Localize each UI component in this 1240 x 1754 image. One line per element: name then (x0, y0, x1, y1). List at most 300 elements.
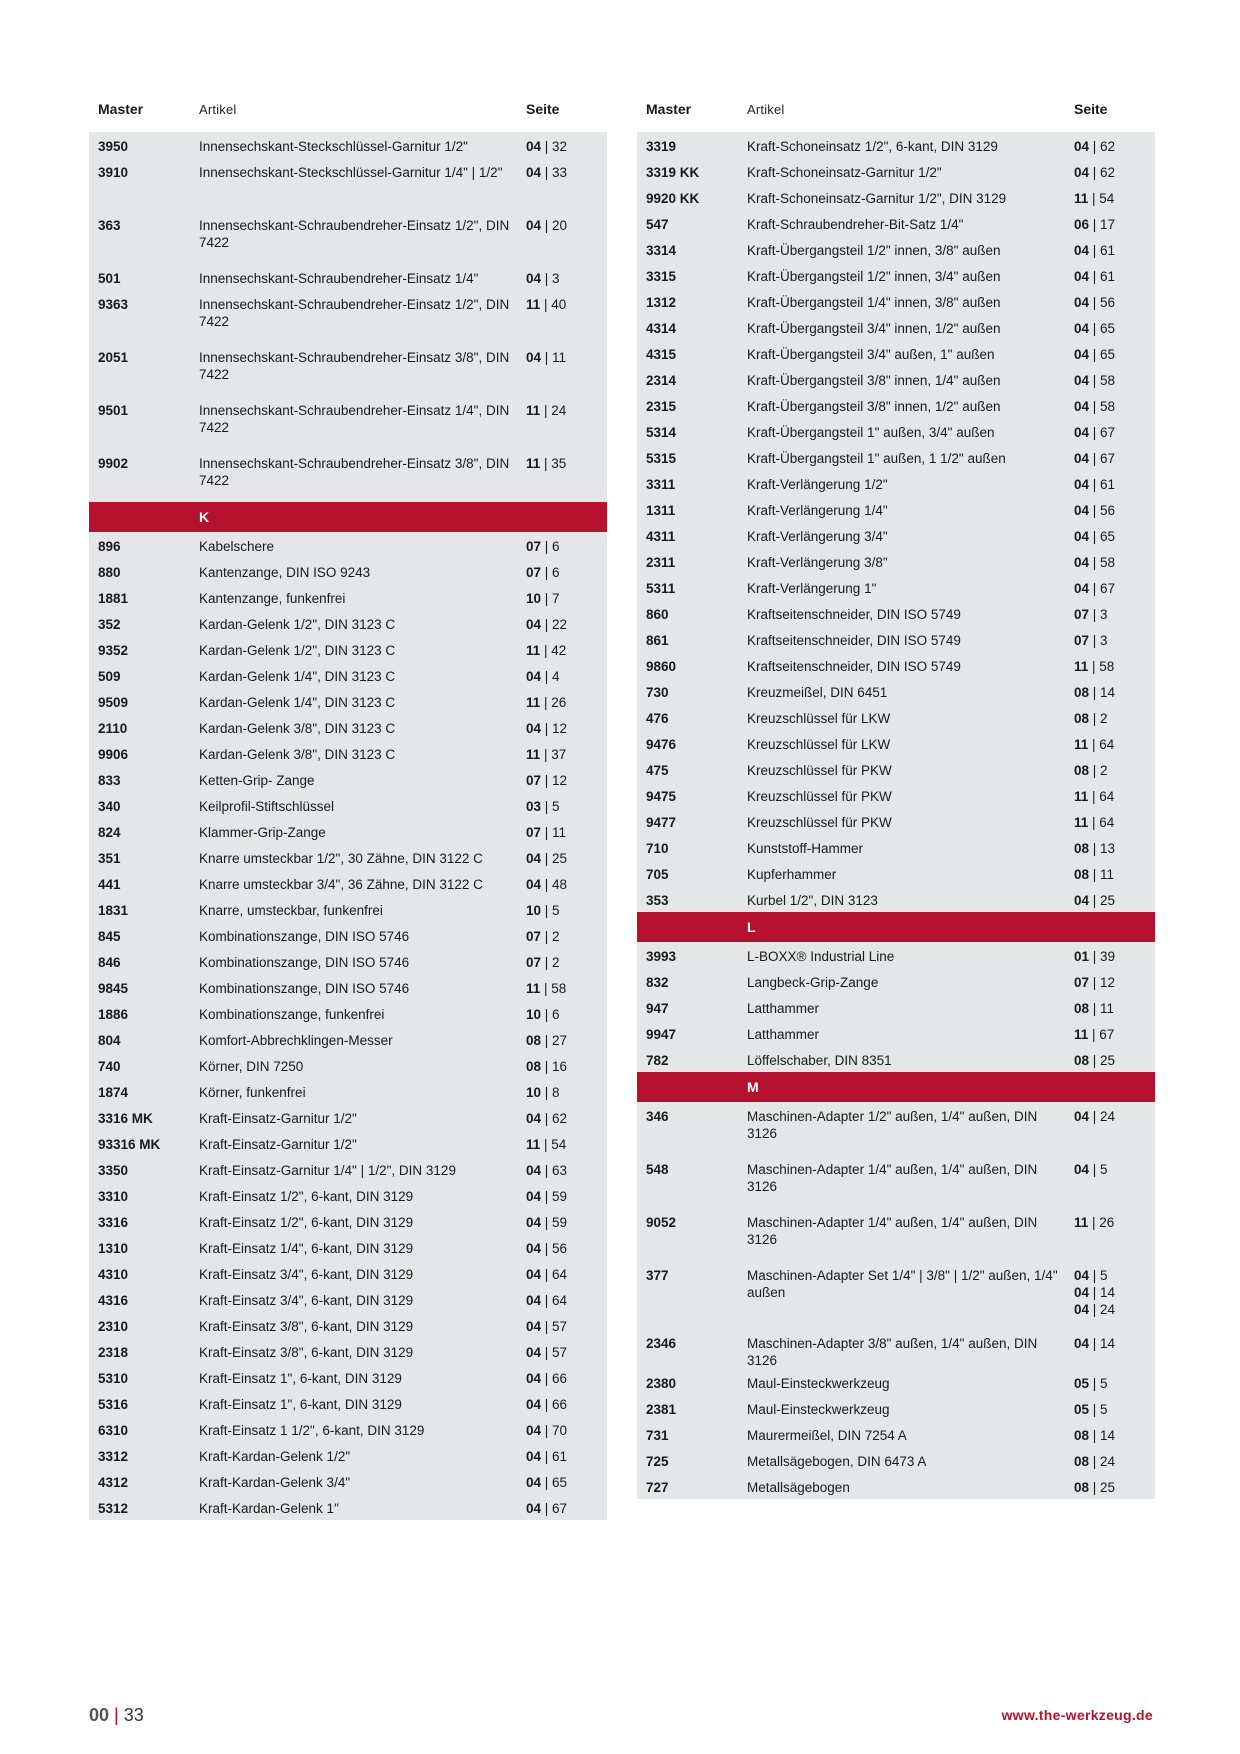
article-name: Kabelschere (199, 539, 275, 554)
chapter-ref: 04 (526, 1319, 542, 1334)
page-ref (526, 1052, 607, 1075)
master-number: 6310 (98, 1423, 129, 1438)
page-ref-number: 16 (552, 1059, 568, 1074)
page-ref-number: 40 (551, 297, 567, 312)
master-number: 5316 (98, 1397, 129, 1412)
page-ref (1074, 1155, 1155, 1178)
page-ref-line (1074, 1284, 1155, 1301)
page-ref-separator: | (541, 929, 553, 944)
master-number: 3315 (646, 269, 677, 284)
page-ref-separator: | (1089, 269, 1101, 284)
page-ref (526, 688, 607, 711)
master-number: 9363 (98, 297, 129, 312)
page-ref-line (1074, 606, 1155, 623)
page-ref (1074, 782, 1155, 805)
page-ref-number: 61 (552, 1449, 568, 1464)
article-name: Innensechskant-Schraubendreher-Einsatz 3/8", DIN 7422 (199, 456, 510, 488)
page-ref-number: 67 (1100, 451, 1116, 466)
table-row (637, 860, 1155, 886)
page-ref-line (1074, 1375, 1155, 1392)
page-ref (526, 1078, 607, 1101)
table-row (89, 1442, 607, 1468)
chapter-ref: 11 (1074, 1215, 1089, 1230)
table-row (89, 792, 607, 818)
page-ref-line (1074, 866, 1155, 883)
article-name: Kombinationszange, DIN ISO 5746 (199, 955, 410, 970)
page-ref-line (526, 1032, 607, 1049)
page-ref-number: 3 (1100, 633, 1108, 648)
page-ref-line (1074, 948, 1155, 965)
page-ref-line (526, 850, 607, 867)
article-name: Kraft-Einsatz 3/8", 6-kant, DIN 3129 (199, 1345, 414, 1360)
master-number: 804 (98, 1033, 121, 1048)
chapter-ref: 04 (526, 1345, 542, 1360)
master-number: 947 (646, 1001, 669, 1016)
page-ref-separator: | (541, 1059, 553, 1074)
page-ref (1074, 994, 1155, 1017)
page-ref-number: 35 (551, 456, 567, 471)
table-row (637, 678, 1155, 704)
article-name: Kraft-Einsatz 1/4", 6-kant, DIN 3129 (199, 1241, 414, 1256)
table-row (637, 1473, 1155, 1499)
page-ref-line (1074, 1052, 1155, 1069)
chapter-ref: 07 (1074, 633, 1090, 648)
page-ref-number: 11 (1100, 1001, 1115, 1016)
section-header (637, 912, 1155, 942)
table-row (637, 496, 1155, 522)
page-ref-separator: | (1089, 425, 1101, 440)
page-ref-line (526, 694, 607, 711)
article-name: Körner, funkenfrei (199, 1085, 306, 1100)
page-ref-separator: | (541, 1267, 553, 1282)
page-ref (1074, 1447, 1155, 1470)
chapter-ref: 04 (526, 271, 542, 286)
chapter-ref: 04 (526, 1475, 542, 1490)
table-row (637, 340, 1155, 366)
page-ref (526, 1104, 607, 1127)
article-name: Kreuzschlüssel für PKW (747, 815, 892, 830)
article-name: Kreuzschlüssel für PKW (747, 763, 892, 778)
page-ref (1074, 1208, 1155, 1231)
chapter-ref: 07 (1074, 607, 1090, 622)
page-ref (526, 1468, 607, 1491)
article-name: Kreuzschlüssel für LKW (747, 737, 891, 752)
article-name: Kraft-Übergangsteil 3/8" innen, 1/2" außen (747, 399, 1001, 414)
master-number: 9352 (98, 643, 129, 658)
page-ref-separator: | (1089, 949, 1101, 964)
table-row (89, 766, 607, 792)
page-ref-line (1074, 736, 1155, 753)
chapter-ref: 04 (526, 877, 542, 892)
master-number: 9947 (646, 1027, 677, 1042)
page-ref (1074, 678, 1155, 701)
page-ref-number: 3 (1100, 607, 1108, 622)
table-row (89, 844, 607, 870)
page-ref-separator: | (541, 1007, 553, 1022)
chapter-ref: 04 (1074, 321, 1090, 336)
page-ref (1074, 1046, 1155, 1069)
article-name: Metallsägebogen, DIN 6473 A (747, 1454, 927, 1469)
article-name: Kurbel 1/2", DIN 3123 (747, 893, 878, 908)
page-ref (1074, 236, 1155, 259)
table-row (89, 974, 607, 1000)
master-number: 3319 KK (646, 165, 700, 180)
page-ref-number: 25 (1100, 893, 1116, 908)
master-number: 548 (646, 1162, 669, 1177)
page-ref (1074, 574, 1155, 597)
page-ref-line (526, 564, 607, 581)
article-name: Knarre umsteckbar 3/4", 36 Zähne, DIN 3122 C (199, 877, 483, 892)
page-ref-number: 5 (552, 799, 560, 814)
page-ref-number: 26 (551, 695, 567, 710)
page-ref-line (1074, 1401, 1155, 1418)
chapter-ref: 11 (526, 695, 541, 710)
page-ref (1074, 496, 1155, 519)
master-number: 5310 (98, 1371, 129, 1386)
table-row (89, 396, 607, 449)
page-ref-separator: | (1088, 659, 1100, 674)
page-ref (526, 636, 607, 659)
article-name: Kraft-Schraubendreher-Bit-Satz 1/4" (747, 217, 964, 232)
table-row (89, 132, 607, 158)
table-row (89, 211, 607, 264)
table-row (89, 662, 607, 688)
table-row (637, 132, 1155, 158)
master-number: 3311 (646, 477, 676, 492)
article-name: Kraft-Kardan-Gelenk 1" (199, 1501, 339, 1516)
master-number: 9906 (98, 747, 129, 762)
page-ref-line (526, 1448, 607, 1465)
chapter-ref: 04 (526, 218, 542, 233)
chapter-ref: 04 (526, 1189, 542, 1204)
page-ref-separator: | (541, 773, 553, 788)
page-ref-separator: | (1089, 139, 1101, 154)
page-ref-separator: | (541, 1319, 553, 1334)
page-ref-separator: | (1089, 1376, 1101, 1391)
master-number: 1874 (98, 1085, 129, 1100)
page-ref-line (1074, 892, 1155, 909)
page-ref (526, 1156, 607, 1179)
article-name: Kraft-Einsatz-Garnitur 1/4" | 1/2", DIN 3129 (199, 1163, 456, 1178)
master-number: 1311 (646, 503, 676, 518)
section-letter: L (747, 919, 756, 935)
article-name: Löffelschaber, DIN 8351 (747, 1053, 892, 1068)
header-seite: Seite (526, 101, 560, 117)
article-name: Kraft-Übergangsteil 1" außen, 1 1/2" außen (747, 451, 1006, 466)
page-ref-number: 2 (552, 955, 560, 970)
page-ref (1074, 522, 1155, 545)
chapter-ref: 11 (526, 1137, 541, 1152)
chapter-ref: 08 (1074, 685, 1090, 700)
page-ref-separator: | (541, 1423, 553, 1438)
article-name: Kardan-Gelenk 1/2", DIN 3123 C (199, 643, 396, 658)
page-ref-separator: | (1089, 975, 1101, 990)
page-ref-number: 61 (1100, 243, 1116, 258)
article-name: Maschinen-Adapter 1/4" außen, 1/4" außen, DIN 3126 (747, 1162, 1038, 1194)
table-row (89, 449, 607, 502)
master-number: 501 (98, 271, 121, 286)
page-ref-separator: | (1089, 1162, 1101, 1177)
chapter-ref: 04 (1074, 477, 1090, 492)
table-row (89, 158, 607, 211)
page-ref-separator: | (1089, 711, 1101, 726)
page-ref-separator: | (1089, 893, 1101, 908)
header-master: Master (646, 101, 692, 117)
page-ref-separator: | (541, 1215, 553, 1230)
chapter-ref: 04 (1074, 139, 1090, 154)
page-ref-separator: | (541, 1475, 553, 1490)
page-ref-separator: | (1089, 243, 1101, 258)
table-body (637, 132, 1155, 1499)
page-ref-number: 17 (1100, 217, 1116, 232)
table-row (637, 1447, 1155, 1473)
page-ref-line (526, 270, 607, 287)
page-ref-number: 42 (551, 643, 567, 658)
table-row (637, 574, 1155, 600)
page-ref-line (1074, 346, 1155, 363)
chapter-ref: 08 (526, 1033, 542, 1048)
page-ref-separator: | (1089, 1001, 1101, 1016)
master-number: 9845 (98, 981, 129, 996)
page-ref-number: 26 (1099, 1215, 1115, 1230)
article-name: Kraft-Übergangsteil 1" außen, 3/4" außen (747, 425, 995, 440)
table-row (637, 782, 1155, 808)
article-name: Kraft-Einsatz 1/2", 6-kant, DIN 3129 (199, 1189, 414, 1204)
table-row (637, 1261, 1155, 1329)
article-name: Ketten-Grip- Zange (199, 773, 315, 788)
page-ref (526, 1286, 607, 1309)
table-row (89, 740, 607, 766)
table-row (637, 626, 1155, 652)
table-row (89, 1468, 607, 1494)
chapter-ref: 08 (1074, 711, 1090, 726)
page-ref (526, 532, 607, 555)
page-ref-number: 14 (1100, 1428, 1116, 1443)
page-ref-number: 24 (1100, 1302, 1116, 1317)
page-ref-separator: | (541, 1397, 553, 1412)
page-ref (1074, 444, 1155, 467)
page-ref-number: 32 (552, 139, 568, 154)
chapter-ref: 04 (1074, 1109, 1090, 1124)
page-ref-separator: | (1089, 841, 1101, 856)
article-name: Kraft-Schoneinsatz 1/2", 6-kant, DIN 3129 (747, 139, 998, 154)
chapter-ref: 04 (1074, 1162, 1090, 1177)
article-name: Kraft-Einsatz-Garnitur 1/2" (199, 1137, 357, 1152)
page-ref (526, 1182, 607, 1205)
table-row (89, 1182, 607, 1208)
page-ref (1074, 1020, 1155, 1043)
chapter-ref: 11 (526, 981, 541, 996)
table-row (89, 1416, 607, 1442)
chapter-ref: 10 (526, 903, 542, 918)
chapter-ref: 11 (1074, 1027, 1089, 1042)
article-name: Kraft-Übergangsteil 1/2" innen, 3/4" außen (747, 269, 1001, 284)
page-ref-number: 66 (552, 1397, 568, 1412)
page-ref-line (1074, 1301, 1155, 1318)
master-number: 9860 (646, 659, 677, 674)
table-row (89, 1156, 607, 1182)
page-ref (526, 1130, 607, 1153)
page-ref-separator: | (1089, 321, 1101, 336)
page-ref (1074, 968, 1155, 991)
master-number: 2318 (98, 1345, 129, 1360)
chapter-ref: 08 (1074, 1454, 1090, 1469)
article-name: Kreuzmeißel, DIN 6451 (747, 685, 888, 700)
page-ref-number: 5 (552, 903, 560, 918)
master-number: 9509 (98, 695, 129, 710)
page-ref-line (1074, 138, 1155, 155)
page-ref-line (526, 720, 607, 737)
page-ref (1074, 392, 1155, 415)
chapter-ref: 10 (526, 591, 542, 606)
table-row (89, 610, 607, 636)
page-ref (526, 948, 607, 971)
page-ref (1074, 730, 1155, 753)
article-name: Kupferhammer (747, 867, 837, 882)
page-ref-number: 56 (552, 1241, 568, 1256)
page-ref-separator: | (1089, 451, 1101, 466)
page-ref-separator: | (541, 539, 553, 554)
page-ref (1074, 886, 1155, 909)
chapter-ref: 10 (526, 1085, 542, 1100)
master-number: 353 (646, 893, 669, 908)
page-ref-line (1074, 424, 1155, 441)
page-ref-number: 70 (552, 1423, 568, 1438)
article-name: Innensechskant-Schraubendreher-Einsatz 3/8", DIN 7422 (199, 350, 510, 382)
article-name: Kraft-Einsatz 1", 6-kant, DIN 3129 (199, 1397, 402, 1412)
table-row (637, 184, 1155, 210)
master-number: 824 (98, 825, 121, 840)
page-ref-line (1074, 1479, 1155, 1496)
table-row (89, 1208, 607, 1234)
chapter-ref: 04 (1074, 529, 1090, 544)
page-ref (526, 896, 607, 919)
page-ref-line (1074, 1108, 1155, 1125)
page-ref-number: 12 (552, 721, 568, 736)
page-ref-number: 33 (552, 165, 568, 180)
master-number: 2315 (646, 399, 677, 414)
master-number: 2381 (646, 1402, 677, 1417)
table-row (637, 834, 1155, 860)
table-row (89, 1000, 607, 1026)
page-ref-separator: | (541, 591, 553, 606)
table-row (89, 948, 607, 974)
table-row (637, 158, 1155, 184)
page-ref-separator: | (1088, 191, 1100, 206)
chapter-ref: 03 (526, 799, 542, 814)
table-row (89, 584, 607, 610)
page-ref-separator: | (1089, 165, 1101, 180)
page-ref (526, 844, 607, 867)
article-name: Kraft-Übergangsteil 3/8" innen, 1/4" außen (747, 373, 1001, 388)
page-ref-separator: | (541, 721, 553, 736)
page-ref-separator: | (541, 669, 553, 684)
page-ref-number: 5 (1100, 1402, 1108, 1417)
chapter-ref: 04 (526, 1163, 542, 1178)
page-ref-line (1074, 1427, 1155, 1444)
table-row (637, 704, 1155, 730)
article-name: Kardan-Gelenk 3/8", DIN 3123 C (199, 721, 396, 736)
table-row (89, 343, 607, 396)
table-row (89, 870, 607, 896)
article-name: Kraft-Einsatz-Garnitur 1/2" (199, 1111, 357, 1126)
page-ref-separator: | (541, 799, 553, 814)
master-number: 377 (646, 1268, 669, 1283)
article-name: Komfort-Abbrechklingen-Messer (199, 1033, 393, 1048)
article-name: Innensechskant-Schraubendreher-Einsatz 1/2", DIN 7422 (199, 218, 510, 250)
website-link[interactable]: www.the-werkzeug.de (1001, 1707, 1153, 1723)
article-name: Kraft-Einsatz 1", 6-kant, DIN 3129 (199, 1371, 402, 1386)
page-ref-number: 3 (552, 271, 560, 286)
chapter-ref: 07 (526, 565, 542, 580)
chapter-ref: 04 (526, 165, 542, 180)
chapter-ref: 01 (1074, 949, 1090, 964)
page-ref-line (1074, 974, 1155, 991)
page-ref (1074, 1421, 1155, 1444)
table-row (637, 522, 1155, 548)
page-ref-number: 27 (552, 1033, 568, 1048)
chapter-ref: 07 (526, 955, 542, 970)
page-ref-separator: | (541, 1033, 553, 1048)
article-name: Kunststoff-Hammer (747, 841, 864, 856)
page-ref-line (526, 616, 607, 633)
master-number: 3350 (98, 1163, 129, 1178)
page-ref (526, 343, 607, 366)
table-row (637, 1395, 1155, 1421)
master-number: 3314 (646, 243, 677, 258)
master-number: 880 (98, 565, 121, 580)
article-name: Kombinationszange, DIN ISO 5746 (199, 981, 410, 996)
page-ref-line (526, 296, 607, 313)
page-ref-number: 59 (552, 1189, 568, 1204)
master-number: 547 (646, 217, 669, 232)
article-name: Kraft-Schoneinsatz-Garnitur 1/2", DIN 3129 (747, 191, 1007, 206)
article-name: Kraft-Übergangsteil 1/2" innen, 3/8" außen (747, 243, 1001, 258)
chapter-ref: 04 (526, 139, 542, 154)
article-name: Knarre umsteckbar 1/2", 30 Zähne, DIN 3122 C (199, 851, 483, 866)
table-row (637, 600, 1155, 626)
chapter-ref: 11 (526, 297, 541, 312)
page-ref (1074, 418, 1155, 441)
page-ref (1074, 808, 1155, 831)
page-ref-line (526, 668, 607, 685)
master-number: 845 (98, 929, 121, 944)
master-number: 3319 (646, 139, 677, 154)
page-ref-line (1074, 450, 1155, 467)
master-number: 5315 (646, 451, 677, 466)
page-ref-number: 54 (1099, 191, 1115, 206)
chapter-ref: 11 (526, 747, 541, 762)
page-ref-number: 64 (1099, 789, 1115, 804)
table-row (89, 1338, 607, 1364)
page-ref (526, 1026, 607, 1049)
chapter-ref: 07 (526, 825, 542, 840)
article-name: Maschinen-Adapter 3/8" außen, 1/4" außen, DIN 3126 (747, 1336, 1038, 1368)
chapter-ref: 06 (1074, 217, 1090, 232)
table-row (637, 1421, 1155, 1447)
page-ref-separator: | (1088, 815, 1100, 830)
master-number: 725 (646, 1454, 669, 1469)
article-name: Kraftseitenschneider, DIN ISO 5749 (747, 659, 961, 674)
page-ref-line (526, 1162, 607, 1179)
page-ref-number: 62 (552, 1111, 568, 1126)
master-number: 3993 (646, 949, 677, 964)
page-ref-separator: | (540, 747, 552, 762)
page-ref-line (526, 876, 607, 893)
left-column (89, 86, 607, 1520)
page-ref-separator: | (1088, 1215, 1100, 1230)
page-ref (1074, 942, 1155, 965)
